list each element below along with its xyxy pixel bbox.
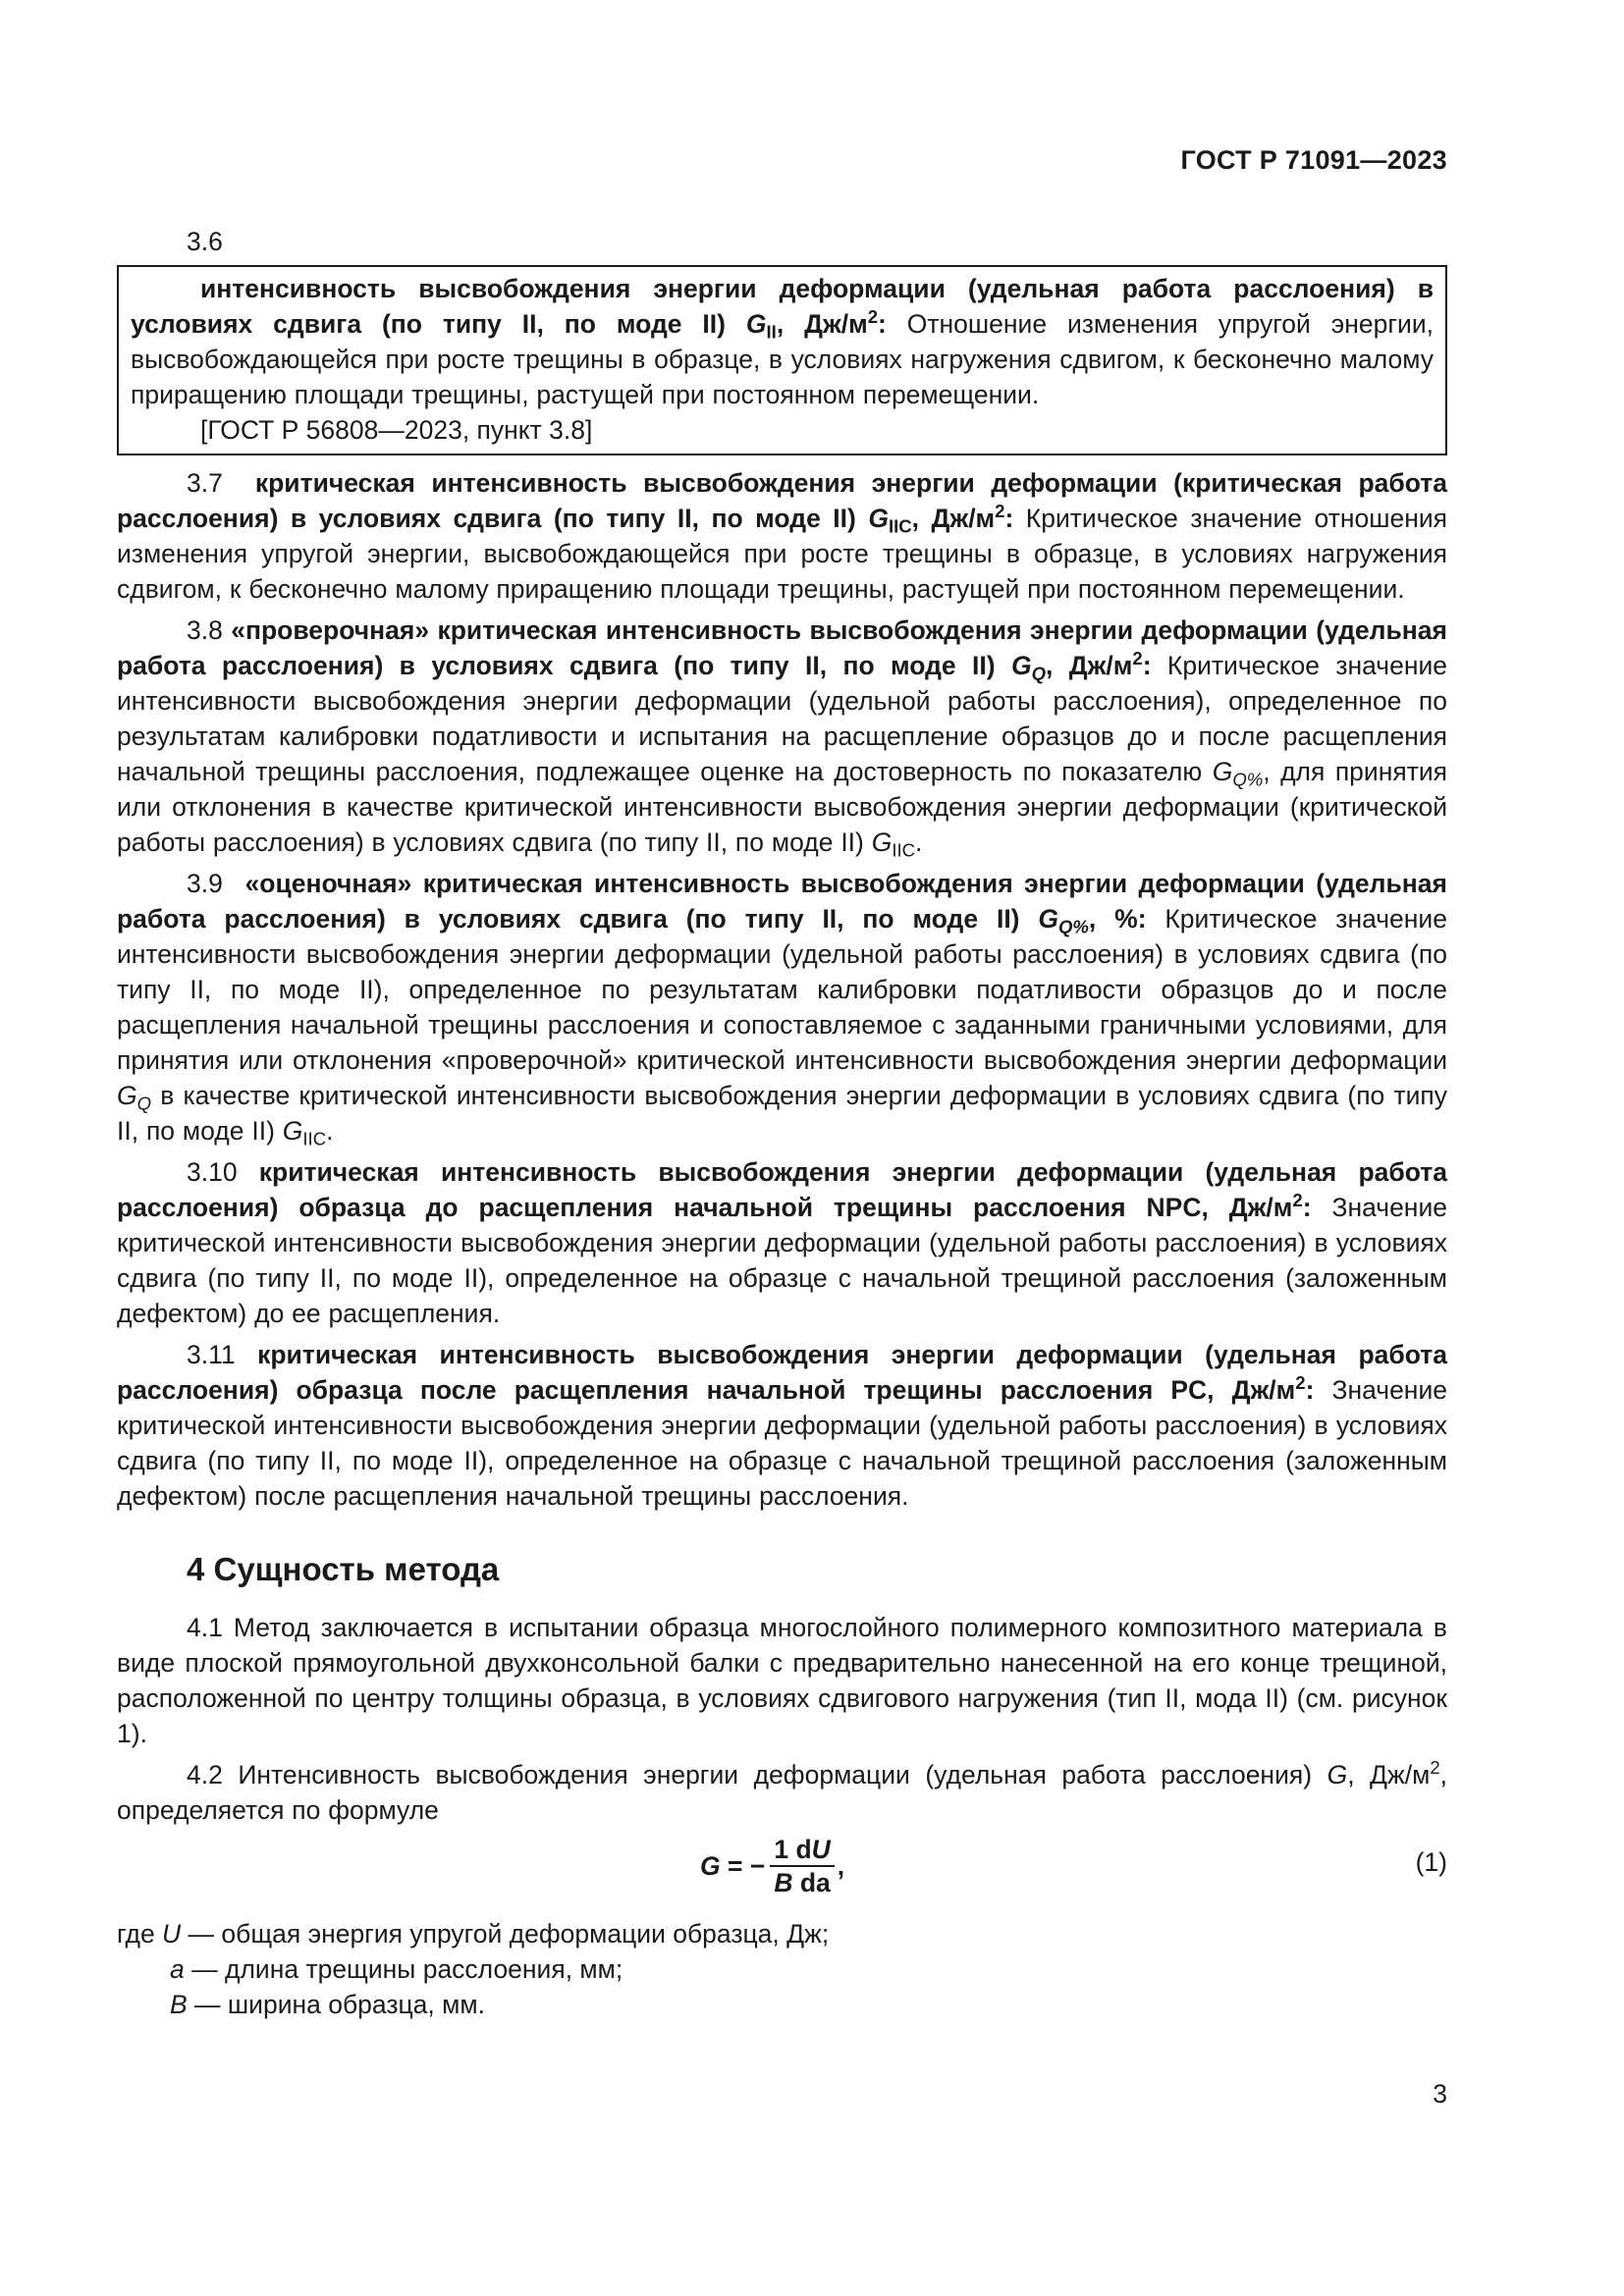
term-unit-superscript: 2 bbox=[995, 500, 1005, 521]
unit-superscript: 2 bbox=[1430, 1756, 1440, 1778]
end-symbol-subscript: IIC bbox=[892, 839, 916, 861]
term-definition-part: в качестве критической интенсивности высвобождения энергии деформации в условиях сдвига (по типу II, по моде II) bbox=[117, 1081, 1447, 1146]
legend-text: — общая энергия упругой деформации образца, Дж; bbox=[181, 1919, 830, 1949]
ref-symbol: G bbox=[117, 1081, 137, 1110]
formula-block bbox=[117, 1832, 1447, 1902]
term-unit: , Дж/м bbox=[776, 309, 868, 339]
legend-row bbox=[117, 1987, 1447, 2022]
term-3-9-paragraph bbox=[117, 866, 1447, 1148]
page-number: 3 bbox=[1433, 2079, 1447, 2109]
term-name: «проверочная» критическая интенсивность высвобождения энергии деформации (удельная работа расслоения) в условиях сдвига (по типу II, по моде II) bbox=[117, 615, 1447, 680]
term-definition: Значение критической интенсивности высвобождения энергии деформации (удельной работы расслоения) в условиях сдвига (по типу II, по моде II), определенное на образце с начальной трещиной расслоения (заложенным дефектом) до ее расщепления. bbox=[117, 1193, 1447, 1328]
paragraph-text: , определяется по формуле bbox=[117, 1760, 1447, 1825]
formula-minus: − bbox=[749, 1850, 766, 1881]
denominator-da: da bbox=[799, 1868, 831, 1897]
end-symbol-subscript: IIC bbox=[302, 1128, 327, 1149]
ref-symbol: G bbox=[1212, 757, 1233, 786]
term-3-11-paragraph bbox=[117, 1337, 1447, 1514]
formula-number: (1) bbox=[1415, 1847, 1447, 1877]
paragraph-4-2 bbox=[117, 1757, 1447, 1828]
term-symbol-subscript: Q bbox=[1031, 663, 1047, 684]
term-name: критическая интенсивность высвобождения энергии деформации (критическая работа расслоения) в условиях сдвига (по типу II, по моде II) bbox=[117, 468, 1447, 533]
term-number: 3.9 bbox=[187, 869, 223, 898]
numerator-d: d bbox=[795, 1835, 812, 1864]
term-definition-part: Критическое значение интенсивности высвобождения энергии деформации (удельной работы расслоения), определенное по результатам калибровки податливости и испытания на расщепление образцов до и после расщепления начальной трещины расслоения, подлежащее оценке на достоверность по показателю bbox=[117, 651, 1448, 786]
term-unit: , %: bbox=[1088, 904, 1147, 934]
term-unit-superscript: 2 bbox=[1132, 647, 1143, 668]
formula-comma: , bbox=[837, 1850, 845, 1881]
formula-legend bbox=[117, 1916, 1447, 2022]
formula-lhs: G bbox=[700, 1850, 721, 1881]
numerator-one: 1 bbox=[774, 1835, 789, 1864]
term-definition-box bbox=[117, 265, 1447, 455]
term-symbol-subscript: II bbox=[766, 321, 777, 343]
term-symbol-subscript: IIC bbox=[888, 515, 912, 537]
term-unit: , Дж/м bbox=[911, 504, 996, 533]
section-heading: 4 Сущность метода bbox=[187, 1551, 500, 1587]
term-end-dot: . bbox=[915, 828, 923, 857]
formula-equals: = bbox=[720, 1850, 750, 1881]
term-colon: : bbox=[878, 309, 887, 339]
doc-code-header: ГОСТ Р 71091—2023 bbox=[1180, 145, 1447, 175]
term-definition: Критическое значение отношения изменения упругой энергии, высвобождающейся при росте трещины в образце, в условиях нагружения сдвигом, к бесконечно малому приращению площади трещины, растущей при постоянном перемещении. bbox=[117, 504, 1447, 604]
fraction-denominator bbox=[770, 1867, 834, 1896]
term-end-dot: . bbox=[326, 1116, 334, 1146]
paragraph-4-1: 4.1 Метод заключается в испытании образца многослойного полимерного композитного материала в виде плоской прямоугольной двухконсольной балки с предварительно нанесенной на его конце трещиной, расположенной по центру толщины образца, в условиях сдвигового нагружения (тип II, мода II) (см. рисунок 1). bbox=[117, 1613, 1447, 1748]
formula-expression bbox=[700, 1836, 844, 1896]
term-symbol: G bbox=[1010, 651, 1032, 680]
legend-row bbox=[117, 1951, 1447, 1987]
term-colon: : bbox=[1004, 504, 1014, 533]
term-symbol: G bbox=[1038, 904, 1058, 934]
term-number: 3.11 bbox=[187, 1340, 236, 1369]
term-unit-superscript: 2 bbox=[1295, 1371, 1306, 1393]
legend-where: где bbox=[117, 1919, 163, 1949]
fraction-numerator bbox=[770, 1836, 834, 1867]
paragraph-unit: , Дж/м bbox=[1347, 1760, 1431, 1789]
term-3-7-paragraph bbox=[117, 465, 1447, 607]
term-name: критическая интенсивность высвобождения энергии деформации (удельная работа расслоения) образца до расщепления начальной трещины расслоения NPC, Дж/м bbox=[117, 1157, 1447, 1222]
term-definition-part: Критическое значение интенсивности высвобождения энергии деформации (удельной работы расслоения) в условиях сдвига (по типу II, по моде II), определенное по результатам калибровки податливости образцов до и после расщепления начальной трещины расслоения и сопоставляемое с заданными граничными условиями, для принятия или отклонения «проверочной» критической интенсивности высвобождения энергии деформации bbox=[117, 904, 1447, 1075]
term-3-10-paragraph bbox=[117, 1154, 1447, 1331]
legend-text: — длина трещины расслоения, мм; bbox=[184, 1954, 623, 1984]
legend-symbol: U bbox=[162, 1919, 182, 1949]
term-source-reference: [ГОСТ Р 56808—2023, пункт 3.8] bbox=[200, 415, 593, 445]
term-colon: : bbox=[1142, 651, 1152, 680]
term-colon: : bbox=[1305, 1375, 1315, 1405]
term-name: интенсивность высвобождения энергии деформации (удельная работа расслоения) в условиях сдвига (по типу II, по моде II) bbox=[131, 274, 1434, 339]
denominator-B: B bbox=[774, 1868, 793, 1897]
paragraph-text: 4.2 Интенсивность высвобождения энергии деформации (удельная работа расслоения) bbox=[187, 1760, 1327, 1789]
term-3-6-paragraph bbox=[131, 271, 1434, 412]
ref-symbol-subscript: Q% bbox=[1232, 769, 1264, 790]
page-content bbox=[117, 224, 1447, 2022]
term-unit: , Дж/м bbox=[1046, 651, 1133, 680]
end-symbol: G bbox=[282, 1116, 303, 1146]
term-number: 3.10 bbox=[187, 1157, 238, 1187]
ref-symbol-subscript: Q bbox=[136, 1093, 152, 1114]
term-symbol: G bbox=[868, 504, 889, 533]
term-unit-superscript: 2 bbox=[867, 305, 879, 327]
inline-symbol: G bbox=[1326, 1760, 1348, 1789]
term-colon: : bbox=[1302, 1193, 1312, 1222]
formula-fraction bbox=[770, 1836, 834, 1896]
term-3-8-paragraph bbox=[117, 613, 1447, 860]
term-definition-part: , для принятия или отклонения в качестве критической интенсивности высвобождения энергии деформации (критической работы расслоения) в условиях сдвига (по типу II, по моде II) bbox=[117, 757, 1447, 857]
term-number: 3.6 bbox=[187, 227, 223, 256]
legend-row bbox=[117, 1916, 1447, 1951]
term-number: 3.7 bbox=[187, 468, 223, 498]
term-symbol: G bbox=[745, 309, 767, 339]
term-definition: Отношение изменения упругой энергии, высвобождающейся при росте трещины в образце, в условиях нагружения сдвигом, к бесконечно малому приращению площади трещины, растущей при постоянном перемещении. bbox=[131, 309, 1435, 409]
numerator-U: U bbox=[811, 1835, 831, 1864]
legend-symbol: a bbox=[170, 1954, 185, 1984]
term-unit-superscript: 2 bbox=[1292, 1189, 1303, 1210]
end-symbol: G bbox=[871, 828, 893, 857]
legend-text: — ширина образца, мм. bbox=[187, 1990, 485, 2019]
term-name: критическая интенсивность высвобождения энергии деформации (удельная работа расслоения) образца после расщепления начальной трещины расслоения PC, Дж/м bbox=[117, 1340, 1447, 1405]
term-definition: Значение критической интенсивности высвобождения энергии деформации (удельной работы расслоения) в условиях сдвига (по типу II, по моде II), определенное на образце с начальной трещиной расслоения (заложенным дефектом) после расщепления начальной трещины расслоения. bbox=[117, 1375, 1447, 1511]
legend-symbol: B bbox=[170, 1990, 188, 2019]
term-symbol-subscript: Q% bbox=[1058, 916, 1089, 937]
term-number: 3.8 bbox=[187, 615, 223, 645]
term-name: «оценочная» критическая интенсивность высвобождения энергии деформации (удельная работа расслоения) в условиях сдвига (по типу II, по моде II) bbox=[117, 869, 1447, 934]
